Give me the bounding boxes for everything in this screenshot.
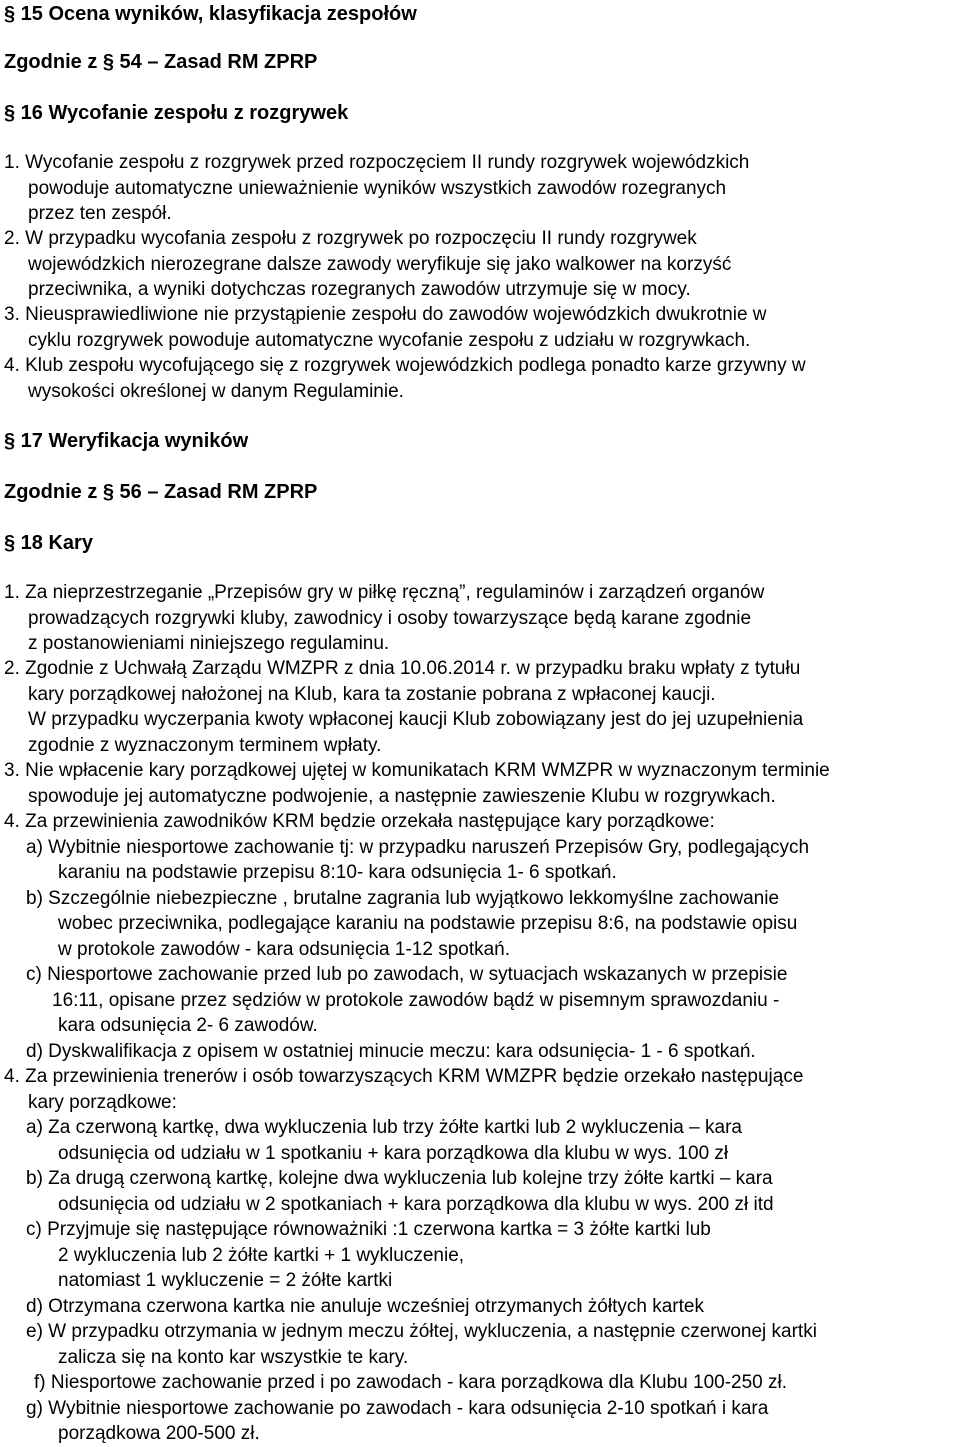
text-line: prowadzących rozgrywki kluby, zawodnicy i osoby towarzyszące będą karane zgodnie (28, 607, 752, 629)
text-line: odsunięcia od udziału w 2 spotkaniach + kara porządkowa dla klubu w wys. 200 zł itd (58, 1193, 774, 1215)
section-16-heading: § 16 Wycofanie zespołu z rozgrywek (4, 102, 349, 124)
section-17-heading: § 17 Weryfikacja wyników (4, 430, 249, 452)
list-item-a: a) Za czerwoną kartkę, dwa wykluczenia lub trzy żółte kartki lub 2 wykluczenia – kara (26, 1117, 742, 1138)
text-line: 16:11, opisane przez sędziów w protokole zawodów bądź w pisemnym sprawozdaniu - (52, 989, 780, 1011)
zasad-54-heading: Zgodnie z § 54 – Zasad RM ZPRP (4, 51, 318, 73)
text-line: powoduje automatyczne unieważnienie wyników wszystkich zawodów rozegranych (28, 177, 727, 199)
section-18-heading: § 18 Kary (4, 532, 93, 554)
text-line: porządkowa 200-500 zł. (58, 1423, 260, 1444)
text-line: wojewódzkich nierozegrane dalsze zawody weryfikuje się jako walkower na korzyść (28, 253, 732, 275)
text-line: 4. Klub zespołu wycofującego się z rozgrywek wojewódzkich podlega ponadto karze grzywny w (4, 355, 806, 376)
text-line: 1. Za nieprzestrzeganie „Przepisów gry w piłkę ręczną”, regulaminów i zarządzeń organów (4, 582, 765, 603)
text-line: odsunięcia od udziału w 1 spotkaniu + kara porządkowa dla klubu w wys. 100 zł (58, 1142, 729, 1164)
text-line: 4. Za przewinienia trenerów i osób towarzyszących KRM WMZPR będzie orzekało następujące (4, 1066, 804, 1087)
text-line: zalicza się na konto kar wszystkie te kary. (58, 1346, 409, 1368)
text-line: natomiast 1 wykluczenie = 2 żółte kartki (58, 1270, 393, 1291)
text-line: przeciwnika, a wyniki dotychczas rozegranych zawodów utrzymuje się w mocy. (28, 279, 691, 300)
list-item-d: d) Otrzymana czerwona kartka nie anuluje wcześniej otrzymanych żółtych kartek (26, 1295, 704, 1317)
text-line: kary porządkowej nałożonej na Klub, kara ta zostanie pobrana z wpłaconej kaucji. (28, 683, 716, 705)
list-item-f: f) Niesportowe zachowanie przed i po zawodach - kara porządkowa dla Klubu 100-250 zł. (34, 1372, 788, 1393)
text-line: W przypadku wyczerpania kwoty wpłaconej kaucji Klub zobowiązany jest do jej uzupełnienia (28, 709, 804, 730)
text-line: kara odsunięcia 2- 6 zawodów. (58, 1015, 318, 1036)
text-line: 1. Wycofanie zespołu z rozgrywek przed rozpoczęciem II rundy rozgrywek wojewódzkich (4, 152, 750, 173)
text-line: kary porządkowe: (28, 1091, 177, 1113)
s16-paragraph-4 (0, 353, 806, 404)
text-line: 3. Nie wpłacenie kary porządkowej ujętej w komunikatach KRM WMZPR w wyznaczonym terminie (4, 760, 830, 781)
s16-paragraph-3 (0, 302, 767, 353)
text-line: wobec przeciwnika, podlegające karaniu na podstawie przepisu 8:6, na podstawie opisu (58, 913, 798, 934)
s18-paragraph-4-players (0, 809, 809, 1064)
section-15-heading: § 15 Ocena wyników, klasyfikacja zespołów (4, 3, 417, 25)
s18-paragraph-1 (0, 580, 764, 657)
text-line: w protokole zawodów - kara odsunięcia 1-12 spotkań. (58, 938, 511, 960)
text-line: cyklu rozgrywek powoduje automatyczne wycofanie zespołu z udziału w rozgrywkach. (28, 329, 751, 351)
list-item-a: a) Wybitnie niesportowe zachowanie tj: w przypadku naruszeń Przepisów Gry, podlegających (26, 836, 810, 858)
text-line: spowoduje jej automatyczne podwojenie, a następnie zawieszenie Klubu w rozgrywkach. (28, 785, 776, 807)
text-line: zgodnie z wyznaczonym terminem wpłaty. (28, 734, 382, 756)
text-line: 3. Nieusprawiedliwione nie przystąpienie zespołu do zawodów wojewódzkich dwukrotnie w (4, 304, 767, 325)
text-line: przez ten zespół. (28, 203, 172, 224)
s16-paragraph-1 (0, 150, 749, 227)
text-line: 2 wykluczenia lub 2 żółte kartki + 1 wykluczenie, (58, 1244, 465, 1266)
text-line: karaniu na podstawie przepisu 8:10- kara odsunięcia 1- 6 spotkań. (58, 862, 617, 883)
text-line: 2. Zgodnie z Uchwałą Zarządu WMZPR z dnia 10.06.2014 r. w przypadku braku wpłaty z tytułu (4, 658, 801, 679)
s18-paragraph-3 (0, 758, 830, 809)
list-item-g: g) Wybitnie niesportowe zachowanie po zawodach - kara odsunięcia 2-10 spotkań i kara (26, 1397, 769, 1419)
s16-paragraph-2 (0, 226, 731, 303)
text-line: wysokości określonej w danym Regulaminie. (28, 380, 404, 402)
list-item-c: c) Przyjmuje się następujące równoważniki :1 czerwona kartka = 3 żółte kartki lub (26, 1219, 711, 1240)
text-line: 4. Za przewinienia zawodników KRM będzie orzekała następujące kary porządkowe: (4, 811, 715, 832)
zasad-56-heading: Zgodnie z § 56 – Zasad RM ZPRP (4, 481, 318, 503)
s18-paragraph-4-coaches (0, 1064, 817, 1447)
list-item-e: e) W przypadku otrzymania w jednym meczu żółtej, wykluczenia, a następnie czerwonej kartki (26, 1321, 817, 1342)
list-item-c: c) Niesportowe zachowanie przed lub po zawodach, w sytuacjach wskazanych w przepisie (26, 964, 788, 985)
list-item-b: b) Za drugą czerwoną kartkę, kolejne dwa wykluczenia lub kolejne trzy żółte kartki – kara (26, 1168, 773, 1189)
text-line: 2. W przypadku wycofania zespołu z rozgrywek po rozpoczęciu II rundy rozgrywek (4, 228, 697, 249)
list-item-b: b) Szczególnie niebezpieczne , brutalne zagrania lub wyjątkowo lekkomyślne zachowanie (26, 887, 780, 909)
s18-paragraph-2 (0, 656, 803, 758)
text-line: z postanowieniami niniejszego regulaminu. (28, 633, 390, 654)
list-item-d: d) Dyskwalifikacja z opisem w ostatniej minucie meczu: kara odsunięcia- 1 - 6 spotkań. (26, 1040, 756, 1062)
